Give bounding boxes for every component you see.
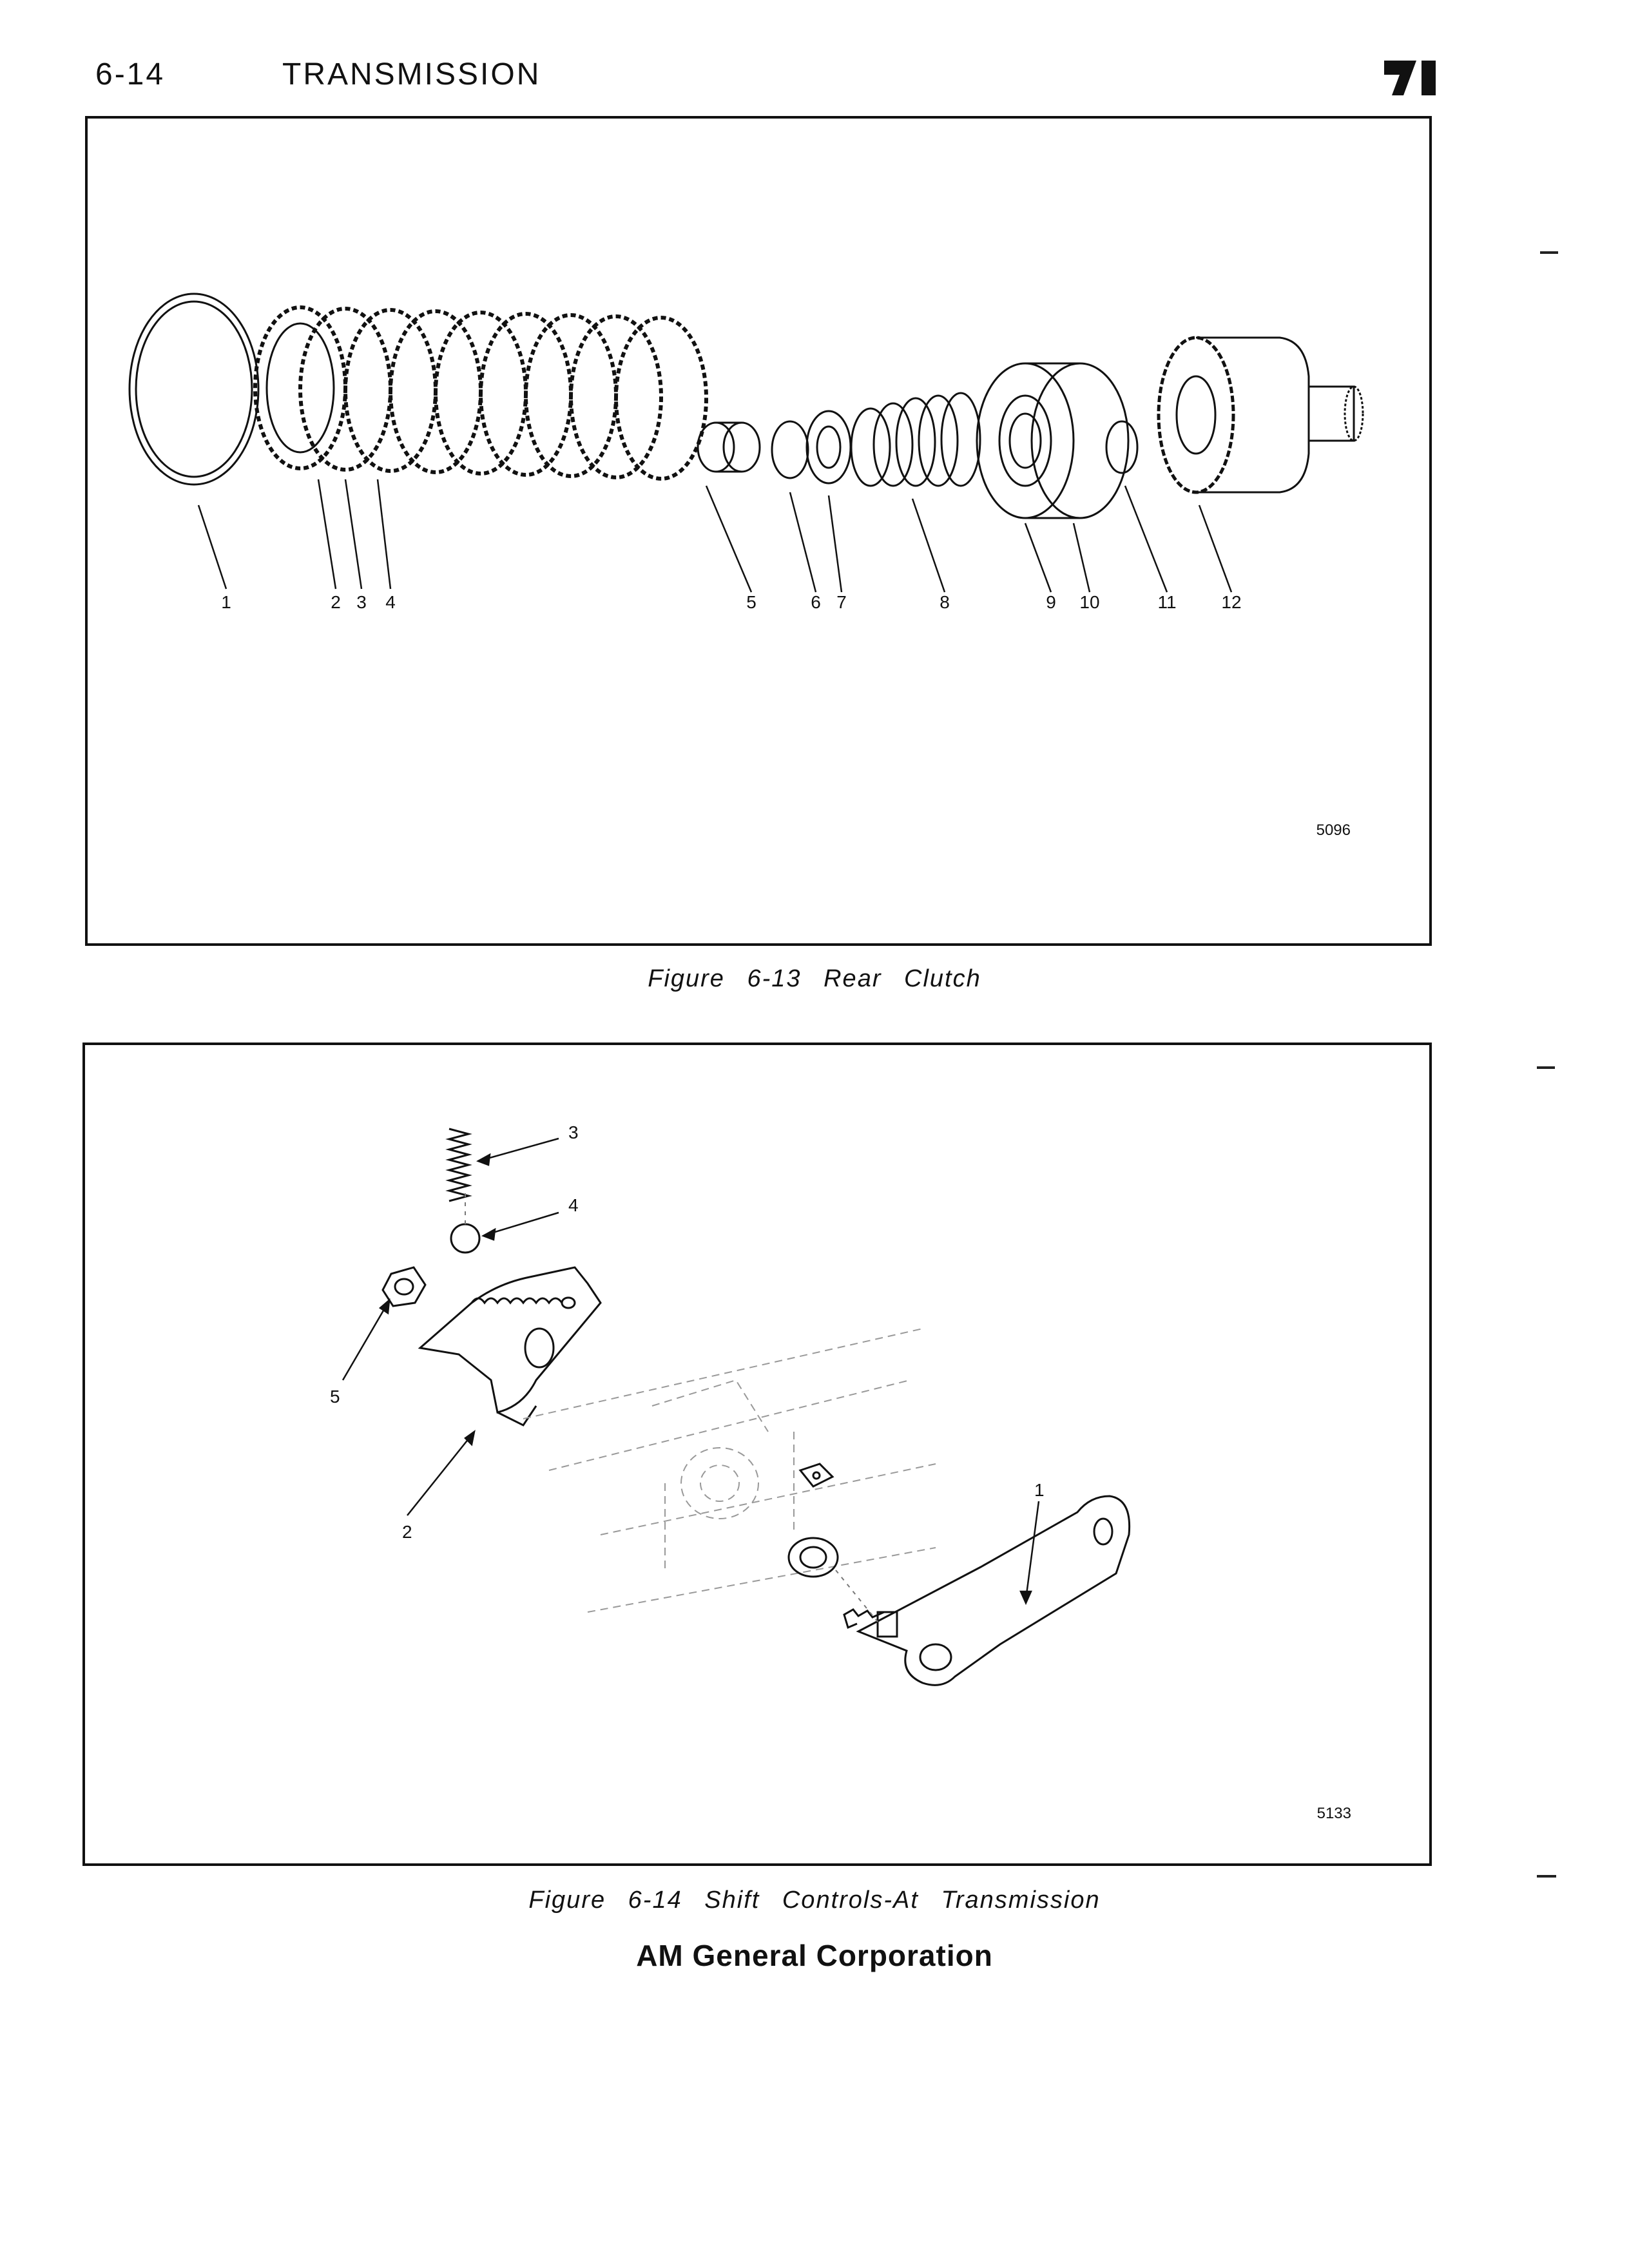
callout-12: 12 <box>1221 592 1242 612</box>
callout-4: 4 <box>568 1195 579 1215</box>
company-footer: AM General Corporation <box>636 1939 993 1972</box>
callout-11: 11 <box>1157 592 1177 612</box>
figure-caption-shift-controls: Figure 6-14 Shift Controls-At Transmission <box>528 1887 1101 1914</box>
callout-9: 9 <box>1046 592 1056 612</box>
clutch-retainer-icon <box>1159 338 1363 492</box>
detent-ball-icon <box>451 1224 479 1253</box>
figure-shift-controls <box>82 1043 1432 1866</box>
callout-3: 3 <box>568 1122 579 1142</box>
piston-spring-icon <box>851 393 980 486</box>
shift-lever-icon <box>844 1496 1130 1685</box>
bearing-icon <box>698 423 760 472</box>
figure-caption-rear-clutch: Figure 6-13 Rear Clutch <box>648 965 981 992</box>
callout-2: 2 <box>402 1522 412 1542</box>
callout-8: 8 <box>940 592 950 612</box>
figure-code: 5133 <box>1316 1805 1351 1822</box>
callout-1: 1 <box>1034 1480 1045 1500</box>
washer-icon <box>807 411 851 483</box>
margin-mark <box>1537 1875 1556 1878</box>
figure-code: 5096 <box>1316 822 1351 839</box>
clutch-piston-icon <box>977 363 1128 518</box>
margin-mark <box>1537 1066 1555 1069</box>
clutch-plates-icon <box>255 307 706 479</box>
figure-rear-clutch <box>85 116 1432 946</box>
manufacturer-logo-icon <box>1384 59 1438 97</box>
callout-4: 4 <box>385 592 396 612</box>
page-number: 6-14 <box>95 57 166 91</box>
callout-6: 6 <box>811 592 821 612</box>
shift-controls-illustration <box>85 1045 1429 1863</box>
section-title: TRANSMISSION <box>282 57 541 91</box>
callout-5: 5 <box>746 592 757 612</box>
callout-7: 7 <box>836 592 847 612</box>
callout-3: 3 <box>356 592 367 612</box>
shaft-seal-icon <box>789 1538 838 1577</box>
callout-10: 10 <box>1079 592 1100 612</box>
callout-5: 5 <box>330 1387 340 1407</box>
callout-1: 1 <box>221 592 231 612</box>
seal-ring-icon <box>772 421 808 478</box>
inner-seal-icon <box>1106 421 1137 473</box>
rear-clutch-illustration <box>88 119 1429 943</box>
snap-ring-icon <box>130 294 258 485</box>
margin-mark <box>1540 251 1558 254</box>
callout-2: 2 <box>331 592 341 612</box>
retaining-clip-icon <box>800 1464 833 1486</box>
detent-lever-icon <box>420 1267 601 1425</box>
transmission-case-outline <box>523 1329 936 1612</box>
detent-spring-icon <box>449 1129 468 1201</box>
